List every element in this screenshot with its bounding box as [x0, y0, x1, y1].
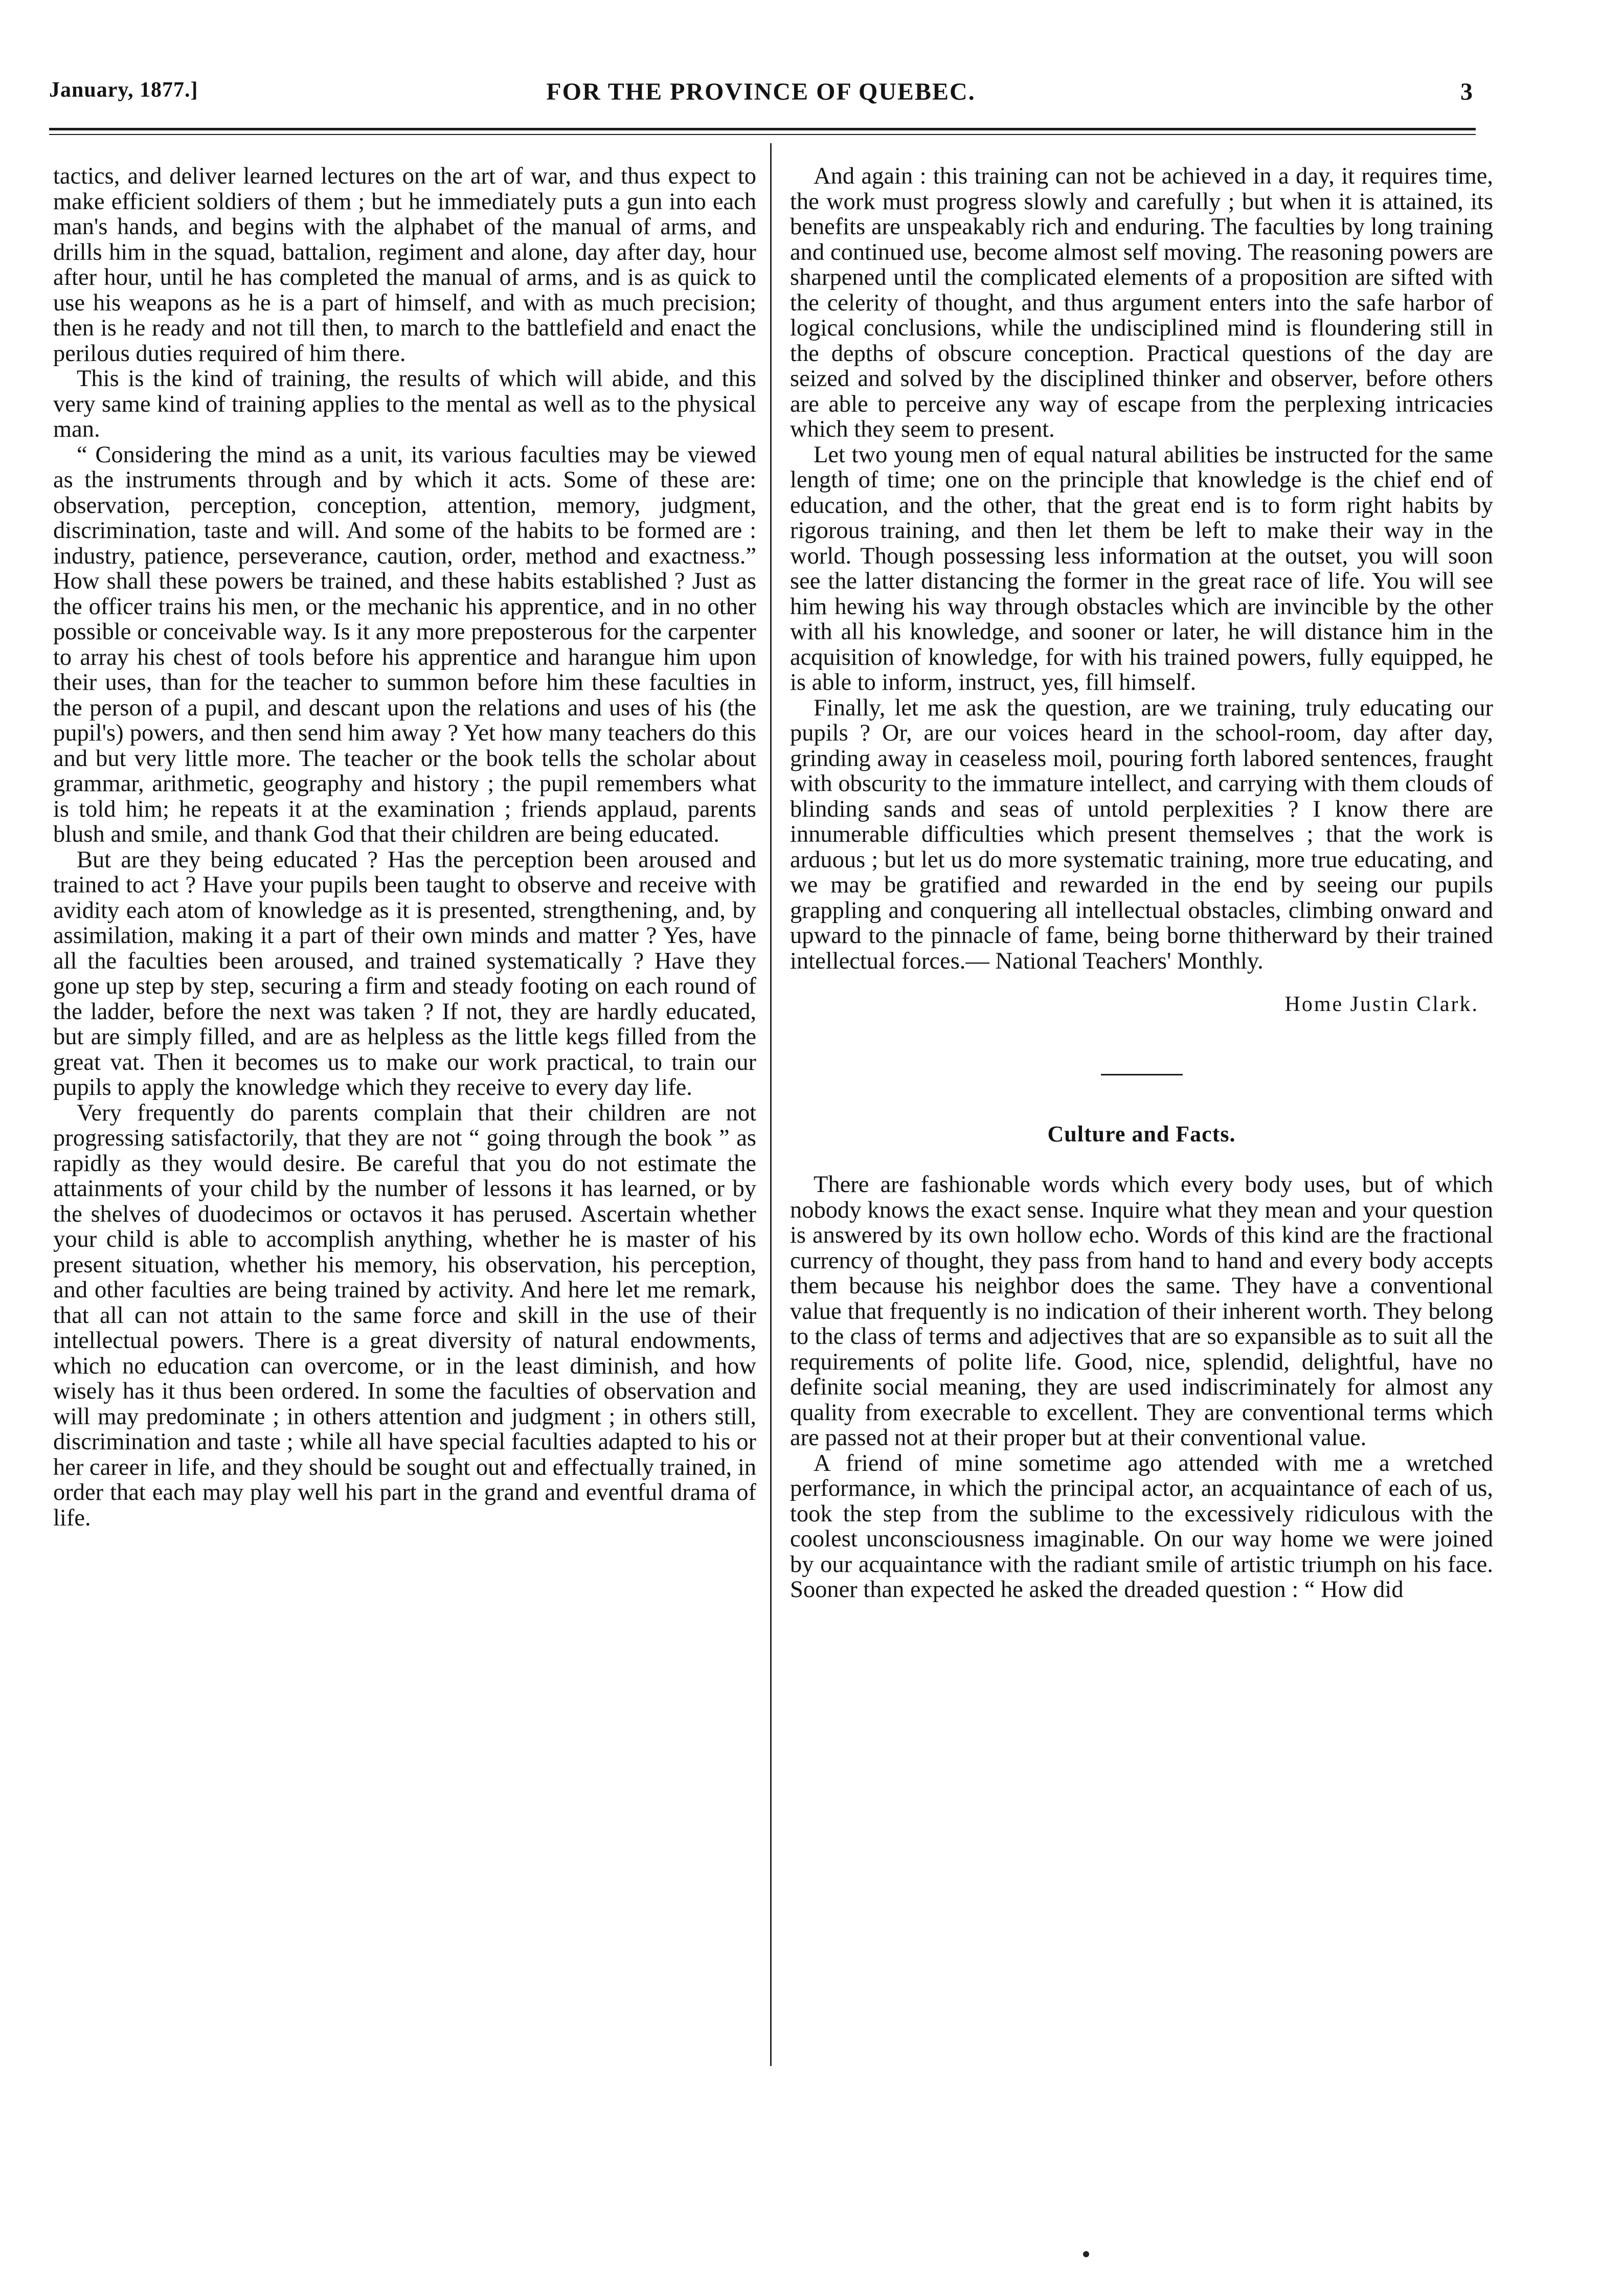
paragraph: “ Considering the mind as a unit, its various faculties may be viewed as the instruments through and by which it acts. Some of these are: observation, perception, conception, attention, memory, judgment, discrimination, taste and will. And some of the habits to be formed are : industry, patience, perseverance, caution, order, method and exactness.” How shall these powers be trained, and these habits established ? Just as the officer trains his men, or the mechanic his apprentice, and in no other possible or conceivable way. Is it any more preposterous for the carpenter to array his chest of tools before his apprentice and harangue him upon their uses, than for the teacher to summon before him these faculties in the person of a pupil, and descant upon the relations and uses of his (the pupil's) powers, and then send him away ? Yet how many teachers do this and but very little more. The teacher or the book tells the scholar about grammar, arithmetic, geography and history ; the pupil remembers what is told him; he repeats it at the examination ; friends applaud, parents blush and smile, and thank God that their children are being educated. — [53, 441, 756, 847]
header-rule-thick — [49, 128, 1476, 130]
issue-date: January, 1877.] — [49, 78, 198, 102]
section-separator — [1101, 1074, 1183, 1075]
page-number: 3 — [1460, 78, 1473, 105]
ink-dot — [1083, 2251, 1089, 2257]
page-header — [49, 78, 1473, 114]
right-column — [790, 164, 1493, 1603]
paragraph: Very frequently do parents complain that their children are not progressing satisfactorily, that they are not “ going through the book ” as rapidly as they would desire. Be careful that you do not estimate the attainments of your child by the number of lessons it has learned, or by the shelves of duodecimos or octavos it has perused. Ascertain whether your child is able to accomplish anything, whether he is master of his present situation, whether his memory, his observation, his perception, and other faculties are being trained by activity. And here let me remark, that all can not attain to the same force and skill in the use of their intellectual powers. There is a great diversity of natural endowments, which no education can overcome, or in the least diminish, and how wisely has it thus been ordered. In some the faculties of observation and will may predominate ; in others attention and judgment ; in others still, discrimination and taste ; while all have special faculties adapted to his or her career in life, and they should be sought out and effectually trained, in order that each may play well his part in the grand and eventful drama of life. — [53, 1099, 756, 1531]
running-title: FOR THE PROVINCE OF QUEBEC. — [546, 78, 976, 105]
paragraph: Let two young men of equal natural abilities be instructed for the same length of time; one on the principle that knowledge is the chief end of education, and the other, that the great end is to form right habits by rigorous training, and then let them be left to make their way in the world. Though possessing less information at the outset, you will soon see the latter distancing the former in the great race of life. You will see him hewing his way through obstacles which are invincible by the other with all his knowledge, and sooner or later, he will distance him in the acquisition of knowledge, for with his trained powers, fully equipped, he is able to inform, instruct, yes, fill himself. — [790, 441, 1493, 695]
paragraph: This is the kind of training, the results of which will abide, and this very same kind of training applies to the mental as well as to the physical man. — [53, 366, 756, 442]
author-signature: Home Justin Clark. — [1284, 993, 1479, 1016]
paragraph: tactics, and deliver learned lectures on the art of war, and thus expect to make efficient soldiers of them ; but he immediately puts a gun into each man's hands, and begins with the alphabet of the manual of arms, and drills him in the squad, battalion, regiment and alone, day after day, hour after hour, until he has completed the manual of arms, and is as quick to use his weapons as he is a part of himself, and with as much precision; then is he ready and not till then, to march to the battlefield and enact the perilous duties required of him there. — [53, 163, 756, 367]
paragraph: Finally, let me ask the question, are we training, truly educating our pupils ? Or, are our voices heard in the school-room, day after day, grinding away in ceaseless moil, pouring forth labored sentences, fraught with obscurity to the immature intellect, and carrying with them clouds of blinding sands and seas of untold perplexities ? I know there are innumerable difficulties which present themselves ; that the work is arduous ; but let us do more systematic training, more true educating, and we may be gratified and rewarded in the end by seeing our pupils grappling and conquering all intellectual obstacles, climbing onward and upward to the pinnacle of fame, being borne thitherward by their trained intellectual forces.— National Teachers' Monthly. — [790, 694, 1493, 974]
paragraph: But are they being educated ? Has the perception been aroused and trained to act ? Have your pupils been taught to observe and receive with avidity each atom of knowledge as it is presented, strengthening, and, by assimilation, making it a part of their own minds and matter ? Yes, have all the faculties been aroused, and trained systematically ? Have they gone up step by step, securing a firm and steady footing on each round of the ladder, before the next was taken ? If not, they are hardly educated, but are simply filled, and are as helpless as the little kegs filled from the great vat. Then it becomes us to make our work practical, to train our pupils to apply the knowledge which they receive to every day life. — [53, 846, 756, 1100]
paragraph: A friend of mine sometime ago attended with me a wretched performance, in which the principal actor, an acquaintance of each of us, took the step from the sublime to the excessively ridiculous with the coolest unconsciousness imaginable. On our way home we were joined by our acquaintance with the radiant smile of artistic triumph on his face. Sooner than expected he asked the dreaded question : “ How did — [790, 1450, 1493, 1603]
paragraph: And again : this training can not be achieved in a day, it requires time, the work must progress slowly and carefully ; but when it is attained, its benefits are unspeakably rich and enduring. The faculties by long training and continued use, become almost self moving. The reasoning powers are sharpened until the complicated elements of a proposition are sifted with the celerity of thought, and thus argument enters into the safe harbor of logical conclusions, while the undisciplined mind is floundering still in the depths of obscure conception. Practical questions of the day are seized and solved by the disciplined thinker and observer, before others are able to perceive any way of escape from the perplexing intricacies which they seem to present. — [790, 163, 1493, 442]
column-divider — [770, 143, 772, 2066]
header-rule-thin — [49, 134, 1476, 135]
paragraph: There are fashionable words which every body uses, but of which nobody knows the exact sense. Inquire what they mean and your question is answered by its own hollow echo. Words of this kind are the fractional currency of thought, they pass from hand to hand and every body accepts them because his neighbor does the same. They have a conventional value that frequently is no indication of their inherent worth. They belong to the class of terms and adjectives that are so expansible as to suit all the requirements of polite life. Good, nice, splendid, delightful, have no definite social meaning, they are used indiscriminately for almost any quality from execrable to excellent. They are conventional terms which are passed not at their proper but at their conventional value. — [790, 1172, 1493, 1451]
left-column — [53, 164, 756, 1531]
section-title: Culture and Facts. — [1047, 1121, 1236, 1147]
